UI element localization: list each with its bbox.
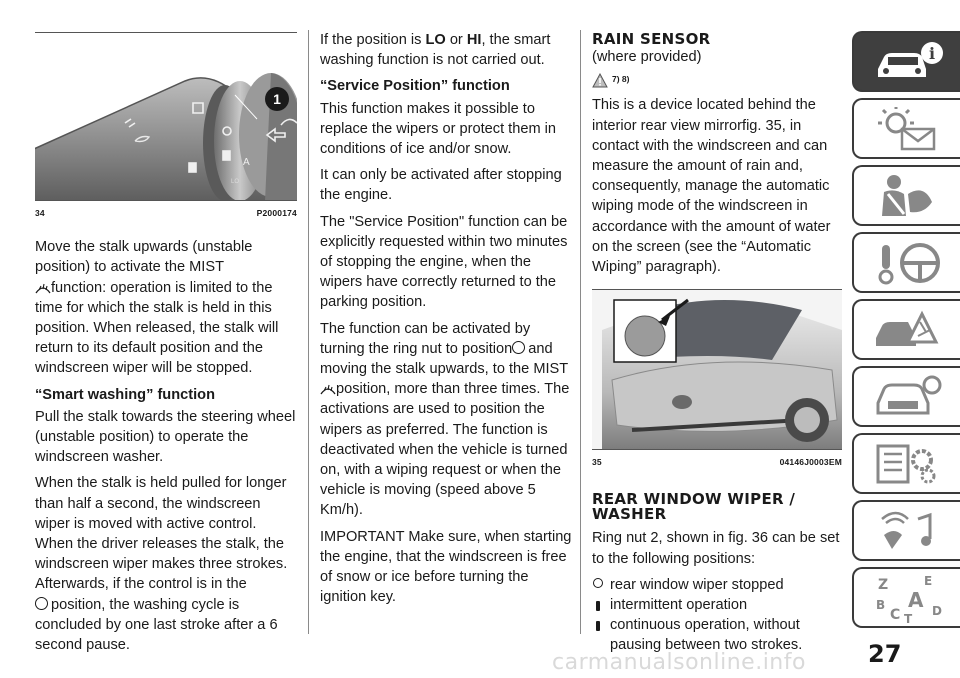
accident-icon bbox=[874, 308, 944, 352]
svg-text:C: C bbox=[890, 606, 901, 623]
intermittent-icon bbox=[596, 601, 600, 611]
tab-emergency[interactable] bbox=[852, 299, 960, 360]
callout-number: 1 bbox=[273, 91, 281, 107]
svg-text:A: A bbox=[243, 157, 250, 168]
paragraph: It can only be activated after stopping the engine. bbox=[320, 167, 562, 204]
multimedia-icon bbox=[874, 509, 944, 553]
paragraph: Ring nut 2, shown in fig. 36 can be set to the following positions: bbox=[592, 530, 840, 567]
figure-34-stalk bbox=[35, 32, 297, 200]
svg-text:T: T bbox=[904, 611, 913, 623]
figure-caption bbox=[592, 449, 842, 472]
section-title: REAR WINDOW WIPER / WASHER bbox=[592, 490, 796, 524]
svg-text:A: A bbox=[908, 587, 924, 612]
car-service-icon bbox=[874, 375, 944, 419]
column-right bbox=[592, 32, 842, 656]
paragraph: The "Service Position" function can be explicitly requested within two minutes of stopping the engine, when the wipers have correctly returned to the parking position. bbox=[320, 213, 568, 311]
tab-safety[interactable] bbox=[852, 165, 960, 226]
column-divider bbox=[580, 30, 581, 634]
section-subtitle: (where provided) bbox=[592, 49, 702, 65]
column-divider bbox=[308, 30, 309, 634]
paragraph: If the position is LO or HI, the smart washing function is not carried out. bbox=[320, 32, 551, 69]
svg-text:Z: Z bbox=[878, 576, 889, 593]
windscreen-mist-icon bbox=[35, 281, 51, 295]
tab-multimedia[interactable] bbox=[852, 500, 960, 561]
tab-technical-data[interactable] bbox=[852, 433, 960, 494]
warning-triangle-icon bbox=[592, 73, 608, 89]
key-steering-icon bbox=[874, 241, 944, 285]
figure-number: 35 bbox=[592, 457, 602, 468]
column-middle bbox=[320, 30, 572, 613]
tab-maintenance[interactable] bbox=[852, 366, 960, 427]
continuous-icon bbox=[596, 621, 600, 631]
paragraph: This is a device located behind the interior rear view mirrorfig. 35, in contact with the windscreen and can measure the amount of rain and, consequently, manage the automatic wiping mode of the windscreen in accordance with the amount of water on the screen (see the “Automatic Wiping” paragraph). bbox=[592, 97, 831, 276]
figure-code: 04146J0003EM bbox=[779, 457, 842, 468]
wiper-stalk-illustration bbox=[35, 33, 297, 200]
section-title: RAIN SENSOR bbox=[592, 30, 711, 48]
tab-car-info[interactable] bbox=[852, 31, 960, 92]
off-position-icon bbox=[593, 578, 603, 588]
figure-code: P2000174 bbox=[256, 208, 297, 218]
list-item: continuous operation, without pausing between two strokes. bbox=[592, 615, 842, 655]
paragraph: IMPORTANT Make sure, when starting the engine, that the windscreen is free of snow or ice before turning the ignition key. bbox=[320, 528, 572, 606]
tab-index[interactable] bbox=[852, 567, 960, 628]
specs-gear-icon bbox=[874, 442, 944, 486]
svg-text:i: i bbox=[928, 43, 936, 63]
svg-text:B: B bbox=[876, 597, 886, 612]
paragraph: When the stalk is held pulled for longer than half a second, the windscreen wiper is moved with active control. When the driver releases the stalk, the windscreen wiper makes three strokes. Afterwards, if the control is in the position, the washing cycle is concluded by one last stroke after a 6 second pause. bbox=[35, 475, 288, 654]
figure-35-car bbox=[592, 289, 842, 449]
svg-text:E: E bbox=[924, 573, 933, 588]
section-heading: “Smart washing” function bbox=[35, 386, 215, 403]
warning-reference: 7) 8) bbox=[592, 69, 842, 89]
tab-lights-warnings[interactable] bbox=[852, 98, 960, 159]
tab-starting-driving[interactable] bbox=[852, 232, 960, 293]
lights-warning-icon bbox=[874, 107, 944, 151]
figure-number: 34 bbox=[35, 208, 45, 218]
paragraph: Move the stalk upwards (unstable position) to activate the MIST function: operation is limited to the time for which the stalk is held in this position. When released, the stalk will return to its default position and the windscreen wiper will be stopped. bbox=[35, 239, 279, 377]
svg-text:D: D bbox=[932, 603, 942, 618]
column-left bbox=[35, 32, 297, 661]
circle-position-icon bbox=[512, 341, 525, 354]
windscreen-mist-icon bbox=[320, 382, 336, 396]
paragraph: Pull the stalk towards the steering wheel (unstable position) to operate the windscreen washer. bbox=[35, 408, 296, 466]
section-heading: “Service Position” function bbox=[320, 78, 510, 95]
svg-text:LO: LO bbox=[231, 179, 240, 185]
seat-safety-icon bbox=[874, 174, 944, 218]
circle-position-icon bbox=[35, 597, 48, 610]
figure-caption bbox=[35, 200, 297, 223]
paragraph: The function can be activated by turning the ring nut to position and moving the stalk upwards, to the MIST position, more than three times. The activations are used to position the wipers as preferred. The function is deactivated when the vehicle is turned on, with a wiping request or when the vehicle is moving (speed above 5 Km/h). bbox=[320, 320, 570, 519]
car-info-icon bbox=[874, 41, 944, 83]
chapter-tabs bbox=[852, 31, 960, 634]
list-item: intermittent operation bbox=[592, 595, 842, 615]
car-rain-sensor-illustration bbox=[592, 290, 842, 449]
list-item: rear window wiper stopped bbox=[592, 575, 842, 595]
index-letters-icon bbox=[874, 573, 946, 623]
watermark: carmanualsonline.info bbox=[552, 650, 806, 675]
paragraph: This function makes it possible to replace the wipers or protect them in conditions of ice and/or snow. bbox=[320, 100, 557, 158]
page-number: 27 bbox=[868, 640, 902, 668]
